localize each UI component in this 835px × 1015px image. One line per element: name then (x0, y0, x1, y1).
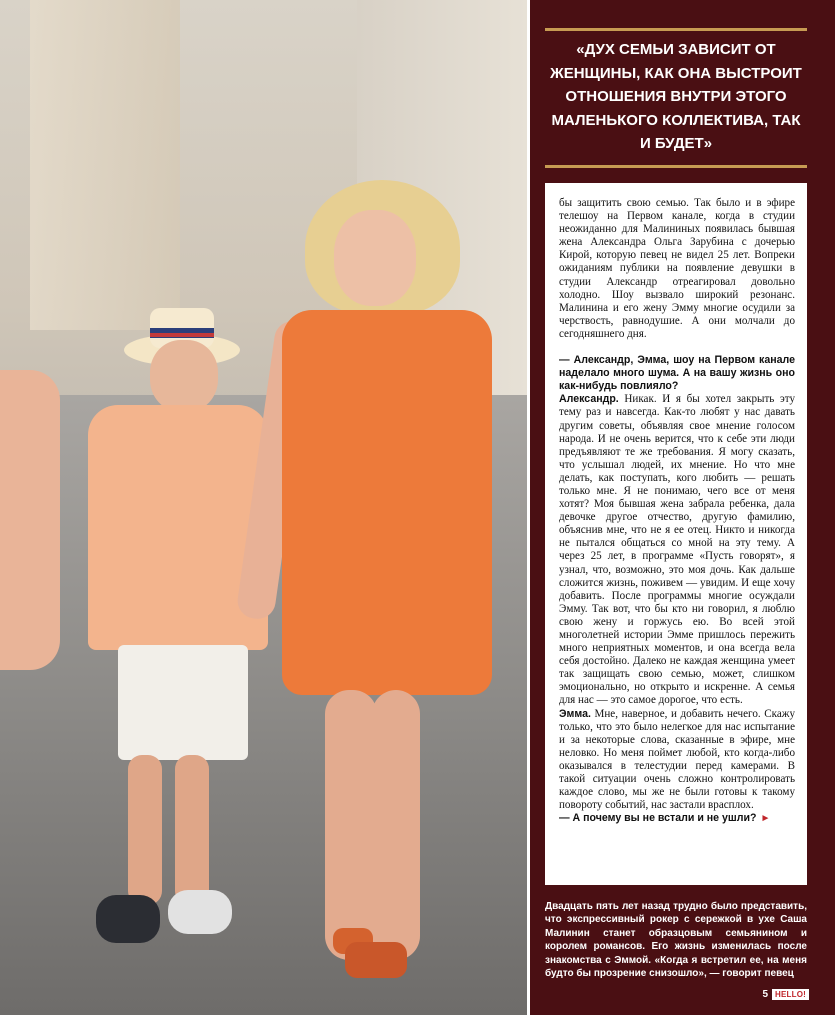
woman-shoe-right (345, 942, 407, 978)
page-footer (762, 989, 809, 1000)
boy-shoe-left (96, 895, 160, 943)
woman-orange-dress (282, 310, 492, 695)
article-intro: бы защитить свою семью. Так было и в эфире телешоу на Первом канале, когда в студии неожиданно для Малининых появилась бывшая жена Александра Ольга Зарубина с дочерью Кирой, которую певец не видел 25 лет. Вопреки ожиданиям публики на появление девушки в студии Александр отреагировал довольно холодно. Шоу вызвало широкий резонанс. Малинина и его жену Эмму многие осудили за черствость, равнодушие. А они молчали до сегодняшнего дня. (559, 197, 795, 340)
boy-shorts (118, 645, 248, 760)
interview-question-2 (559, 812, 795, 825)
continue-arrow-icon: ► (760, 813, 771, 825)
woman-leg-right (372, 690, 420, 960)
boy-head (150, 340, 218, 412)
interview-answer-1 (559, 393, 795, 707)
photo-caption: Двадцать пять лет назад трудно было представить, что экспрессивный рокер с сережкой в ухе Саша Малинин станет образцовым семьянином и королем романсов. Его жизнь изменилась после знакомства с Эммой. «Когда я встретил ее, на меня будто бы прозрение снизошло», — говорит певец (545, 901, 807, 980)
woman-leg-left (325, 690, 377, 960)
boy-shoe-right (168, 890, 232, 934)
pull-quote: «ДУХ СЕМЬИ ЗАВИСИТ ОТ ЖЕНЩИНЫ, КАК ОНА ВЫСТРОИТ ОТНОШЕНИЯ ВНУТРИ ЭТОГО МАЛЕНЬКОГО КОЛЛЕКТИВА, ТАК И БУДЕТ» (550, 41, 802, 152)
answer-1-text: Никак. И я бы хотел закрыть эту тему раз и навсегда. Как-то любят у нас давать другим советы, объявляя свое мнение голосом народа. И не очень верится, что к себе эти люди предъявляют те же требования. Я могу сказать, что услышал людей, их мнение. Но что мне делать, как поступать, кого любить — решать только мне. Я не понимаю, чего все от меня хотят? Моя бывшая жена забрала ребенка, дала девочке другое отчество, другую фамилию, объяснив мне, что не я ее отец. Никто и никогда не пытался общаться со мной на эту тему. А через 25 лет, в программе «Пусть говорят», я узнал, что, возможно, это моя дочь. Как дальше сложится жизнь, поживем — увидим. И еще хочу добавить. После программы многие осуждали Эмму. Так вот, что бы кто ни говорил, я люблю свою жену и горжусь ею. Во всей этой многолетней истории Эмме пришлось пережить много неприятных моментов, и она всегда вела себя достойно. Далеко не каждая женщина умеет так защищать свою семью, может, слишком эмоционально, но открыто и искренне. А семья для нас — это самое дорогое, что есть. (559, 393, 795, 707)
girl-arm (0, 370, 60, 670)
boy-leg-right (175, 755, 209, 905)
quote-rule-top (545, 28, 807, 31)
speaker-alexander: Александр. (559, 393, 619, 406)
boy-shirt (88, 405, 268, 650)
boy-leg-left (128, 755, 162, 905)
interview-question-1: — Александр, Эмма, шоу на Первом канале наделало много шума. А на вашу жизнь оно как-нибудь повлияло? (559, 354, 795, 393)
article-body (545, 183, 807, 885)
page-number: 5 (762, 989, 769, 1000)
question-2-text: — А почему вы не встали и не ушли? (559, 812, 757, 825)
building-wall-left (30, 0, 180, 330)
quote-rule-bottom (545, 165, 807, 168)
magazine-logo: HELLO! (772, 989, 809, 1000)
woman-face (334, 210, 416, 306)
answer-2-text: Мне, наверное, и добавить нечего. Скажу только, что это было нелегкое для нас испытание и за некоторые слова, сказанные в эфире, мне неловко. Но меня поймет любой, кто когда-либо оказывался в телестудии перед камерами. В такой ситуации очень сложно контролировать каждое слово, мы же не были готовы к такому повороту событий, нас застали врасплох. (559, 707, 795, 812)
speaker-emma: Эмма. (559, 707, 591, 720)
interview-answer-2 (559, 708, 795, 813)
